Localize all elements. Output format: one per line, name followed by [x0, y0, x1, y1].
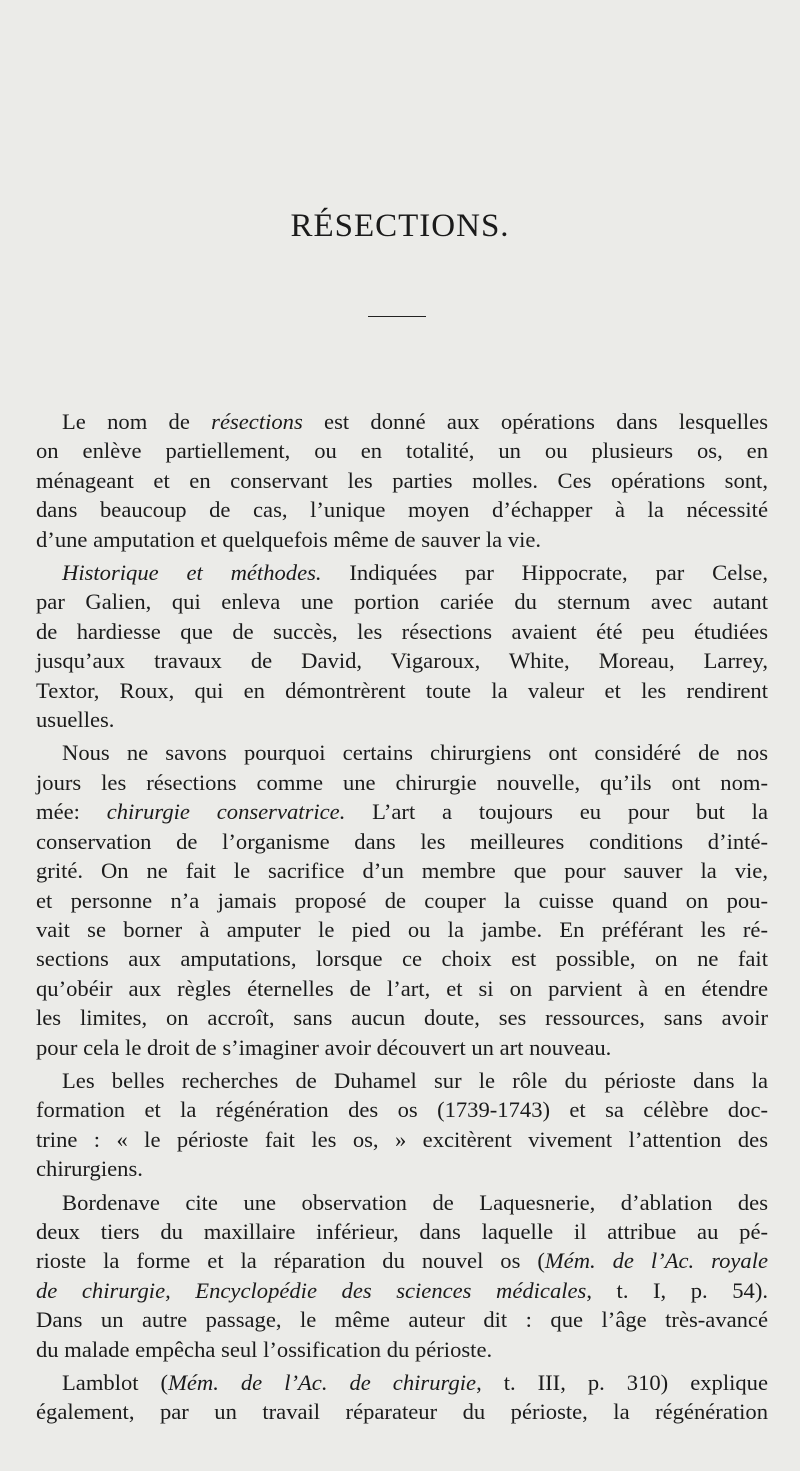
text-run: jusqu’aux travaux de David, Vigaroux, White, Moreau, Larrey,: [36, 648, 768, 674]
text-line: [36, 617, 768, 646]
paragraph: [36, 1368, 768, 1427]
text-line: [36, 1397, 768, 1426]
text-run: Bordenave cite une observation de Laquesnerie, d’ablation des: [62, 1189, 768, 1215]
text-run: Indiquées par Hippocrate, par Celse,: [321, 560, 768, 586]
text-run: pour cela le droit de s’imaginer avoir découvert un art nouveau.: [36, 1034, 612, 1060]
text-line: [36, 466, 768, 495]
text-line: [36, 797, 768, 826]
text-line: [36, 944, 768, 973]
text-run: , t. I, p. 54).: [586, 1277, 768, 1303]
text-line: [36, 495, 768, 524]
text-run: Textor, Roux, qui en démontrèrent toute la valeur et les rendirent: [36, 677, 768, 703]
text-line: [36, 768, 768, 797]
text-line: [36, 646, 768, 675]
text-line: [36, 1095, 768, 1124]
text-line: [36, 407, 768, 436]
italic-run: chirurgie conservatrice.: [106, 799, 346, 825]
italic-run: Historique et méthodes.: [62, 560, 322, 586]
text-run: Dans un autre passage, le même auteur dit : que l’âge très-avancé: [36, 1307, 768, 1333]
text-run: qu’obéir aux règles éternelles de l’art, et si on parvient à en étendre: [36, 975, 768, 1001]
text-run: , t. III, p. 310) explique: [476, 1370, 768, 1395]
paragraph: [36, 558, 768, 734]
italic-run: résections: [211, 409, 303, 434]
paragraph: [36, 407, 768, 554]
paragraph: [36, 1188, 768, 1364]
text-line: [36, 705, 768, 734]
title-rule: [368, 316, 426, 317]
text-run: trine : « le périoste fait les os, » excitèrent vivement l’attention des: [36, 1126, 768, 1152]
text-line: [36, 1154, 768, 1183]
text-line: [36, 1217, 768, 1246]
text-line: [36, 1305, 768, 1334]
text-line: [36, 886, 768, 915]
text-run: L’art a toujours eu pour but la: [345, 799, 768, 825]
text-run: Les belles recherches de Duhamel sur le rôle du périoste dans la: [62, 1067, 768, 1093]
text-line: [36, 587, 768, 616]
paragraph: [36, 738, 768, 1061]
text-run: dans beaucoup de cas, l’unique moyen d’échapper à la nécessité: [36, 497, 768, 523]
text-line: [36, 558, 768, 587]
text-run: de hardiesse que de succès, les résections avaient été peu étudiées: [36, 618, 768, 644]
text-line: [36, 1033, 768, 1062]
text-line: [36, 1246, 768, 1275]
text-run: deux tiers du maxillaire inférieur, dans laquelle il attribue au pé-: [36, 1218, 768, 1244]
text-line: [36, 1125, 768, 1154]
text-run: d’une amputation et quelquefois même de sauver la vie.: [36, 526, 542, 552]
italic-run: Mém. de l’Ac. de chirurgie: [168, 1370, 477, 1395]
text-run: également, par un travail réparateur du périoste, la régénération: [36, 1399, 768, 1425]
text-run: du malade empêcha seul l’ossification du périoste.: [36, 1336, 493, 1362]
text-line: [36, 1368, 768, 1397]
text-line: [36, 827, 768, 856]
text-line: [36, 1276, 768, 1305]
text-line: [36, 915, 768, 944]
text-run: vait se borner à amputer le pied ou la jambe. En préférant les ré-: [36, 916, 768, 942]
text-run: formation et la régénération des os (1739-1743) et sa célèbre doc-: [36, 1097, 768, 1123]
text-run: les limites, on accroît, sans aucun doute, ses ressources, sans avoir: [36, 1005, 768, 1031]
text-run: et personne n’a jamais proposé de couper la cuisse quand on pou-: [36, 887, 768, 913]
text-run: usuelles.: [36, 707, 115, 733]
paragraph: [36, 1066, 768, 1184]
text-run: chirurgiens.: [36, 1156, 143, 1182]
text-run: ménageant et en conservant les parties molles. Ces opérations sont,: [36, 467, 768, 493]
text-run: Lamblot (: [62, 1370, 169, 1395]
text-run: rioste la forme et la réparation du nouvel os (: [36, 1248, 545, 1274]
italic-run: Mém. de l’Ac. royale: [544, 1248, 768, 1274]
text-run: jours les résections comme une chirurgie nouvelle, qu’ils ont nom-: [36, 769, 768, 795]
text-line: [36, 1335, 768, 1364]
text-run: conservation de l’organisme dans les meilleures conditions d’inté-: [36, 828, 768, 854]
text-line: [36, 676, 768, 705]
page-title: RÉSECTIONS.: [290, 208, 510, 244]
text-run: grité. On ne fait le sacrifice d’un membre que pour sauver la vie,: [36, 858, 768, 884]
text-run: Nous ne savons pourquoi certains chirurgiens ont considéré de nos: [62, 740, 768, 766]
text-line: [36, 738, 768, 767]
italic-run: de chirurgie, Encyclopédie des sciences médicales: [36, 1277, 587, 1303]
text-line: [36, 1003, 768, 1032]
text-run: est donné aux opérations dans lesquelles: [302, 409, 768, 434]
text-run: on enlève partiellement, ou en totalité, un ou plusieurs os, en: [36, 438, 768, 464]
text-run: sections aux amputations, lorsque ce choix est possible, on ne fait: [36, 946, 768, 972]
text-line: [36, 1188, 768, 1217]
text-run: Le nom de: [62, 409, 212, 434]
text-line: [36, 856, 768, 885]
text-line: [36, 974, 768, 1003]
text-line: [36, 436, 768, 465]
text-run: mée:: [36, 799, 107, 825]
text-line: [36, 525, 768, 554]
text-run: par Galien, qui enleva une portion cariée du sternum avec autant: [36, 589, 768, 615]
body-text: [36, 407, 768, 1427]
text-line: [36, 1066, 768, 1095]
